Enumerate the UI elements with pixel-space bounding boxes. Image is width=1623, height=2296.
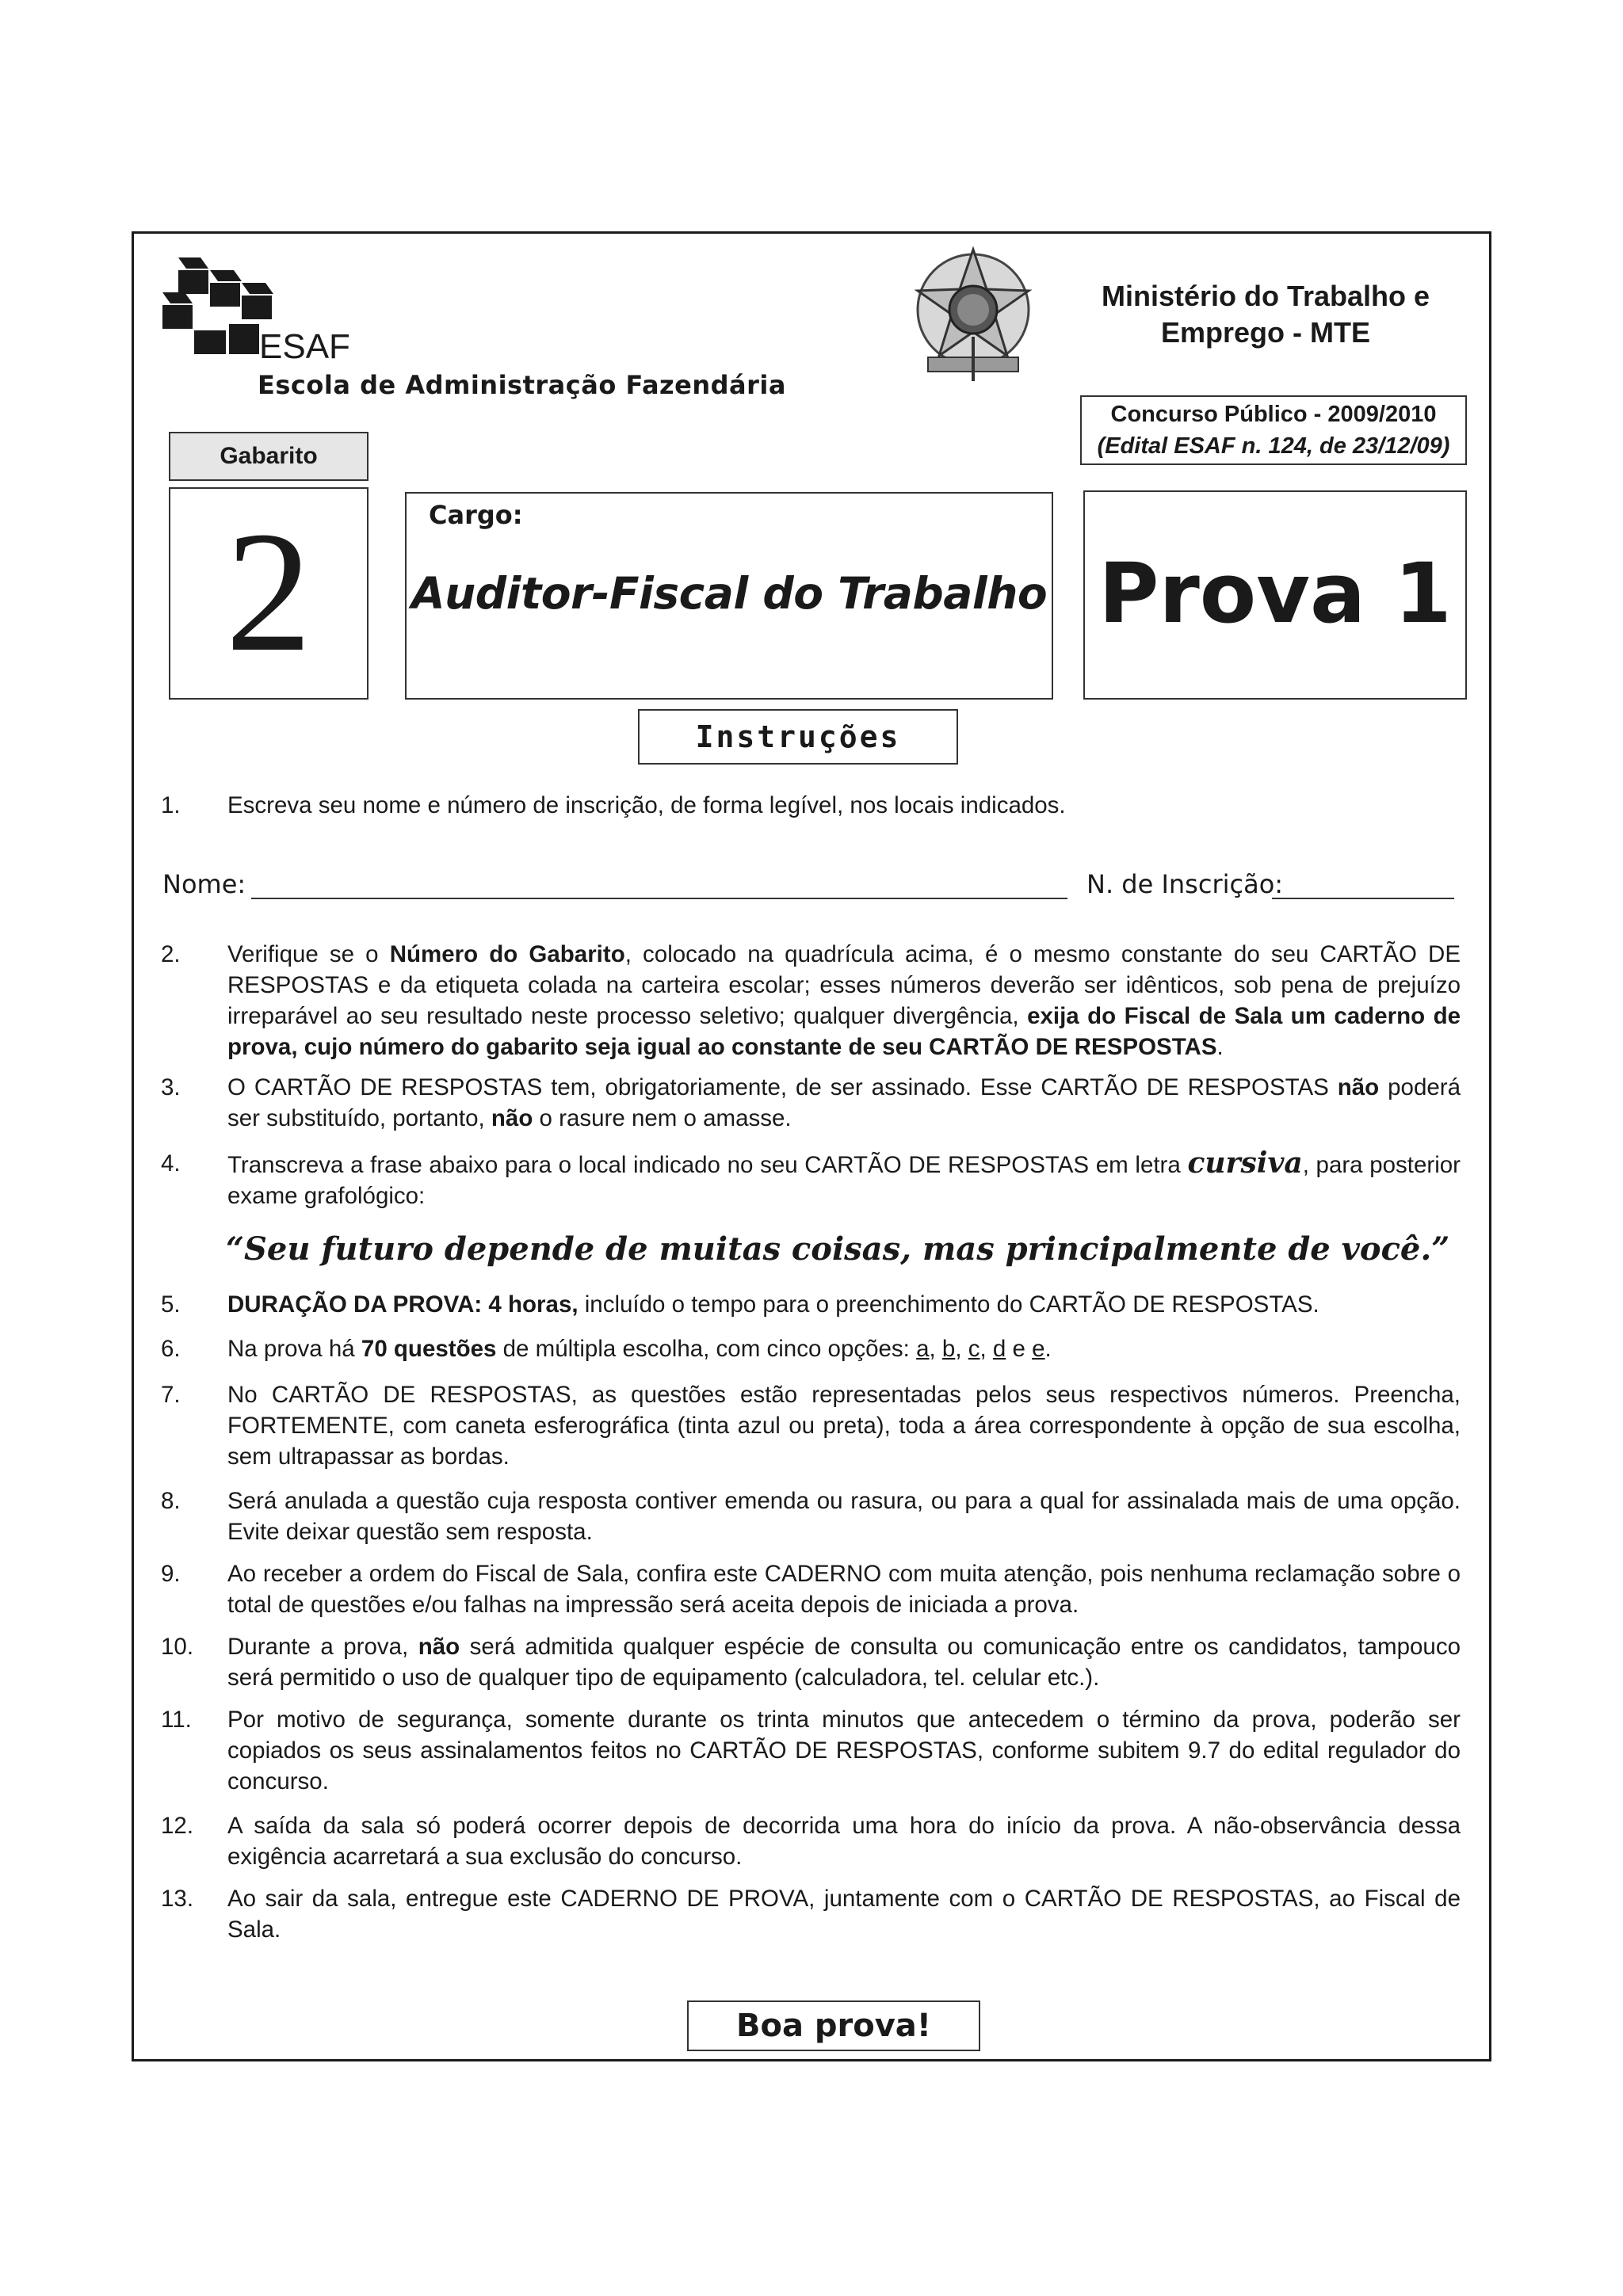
instruction-item-3 <box>161 1072 1461 1134</box>
national-seal-icon <box>899 242 1047 384</box>
good-luck-box: Boa prova! <box>687 2000 980 2051</box>
instruction-item-7 <box>161 1379 1461 1472</box>
item-number: 1. <box>161 792 181 818</box>
instruction-item-4 <box>161 1148 1461 1211</box>
inscricao-input-line[interactable] <box>1272 898 1454 899</box>
item-text: Escreva seu nome e número de inscrição, de forma legível, nos locais indicados. <box>227 792 1066 818</box>
org-full-name: Escola de Administração Fazendária <box>258 370 786 400</box>
instruction-item-5 <box>161 1289 1461 1320</box>
ministry-name <box>1060 278 1472 351</box>
item-text: A saída da sala só poderá ocorrer depois de decorrida uma hora do início da prova. A não-observância dessa exigência acarretará a sua exclusão do concurso. <box>227 1813 1461 1870</box>
instruction-item-10 <box>161 1631 1461 1693</box>
concurso-line-2: (Edital ESAF n. 124, de 23/12/09) <box>1097 433 1450 459</box>
item-text: Verifique se o Número do Gabarito, colocado na quadrícula acima, é o mesmo constante do seu CARTÃO DE RESPOSTAS e da etiqueta colada na carteira escolar; esses números deverão ser idênticos, sob pena de prejuízo irreparável ao seu resultado neste processo seletivo; qualquer divergência, exija do Fiscal de Sala um caderno de prova, cujo número do gabarito seja igual ao constante de seu CARTÃO DE RESPOSTAS. <box>227 941 1461 1060</box>
item-number: 2. <box>161 941 181 967</box>
item-number: 9. <box>161 1561 181 1587</box>
instruction-item-9 <box>161 1558 1461 1620</box>
concurso-box <box>1080 395 1467 465</box>
instruction-item-1 <box>161 790 1461 821</box>
candidate-fields <box>162 869 1462 909</box>
item-text: Será anulada a questão cuja resposta contiver emenda ou rasura, ou para a qual for assinalada mais de uma opção. Evite deixar questão sem resposta. <box>227 1488 1461 1545</box>
item-text: Por motivo de segurança, somente durante os trinta minutos que antecedem o término da prova, poderão ser copiados os seus assinalamentos feitos no CARTÃO DE RESPOSTAS, conforme subitem 9.7 do edital regulador do concurso. <box>227 1707 1461 1794</box>
ministry-line-2: Emprego - MTE <box>1160 316 1370 349</box>
item-number: 4. <box>161 1150 181 1177</box>
item-text: Transcreva a frase abaixo para o local indicado no seu CARTÃO DE RESPOSTAS em letra cursiva, para posterior exame grafológico: <box>227 1146 1461 1209</box>
ministry-line-1: Ministério do Trabalho e <box>1101 280 1430 312</box>
item-number: 12. <box>161 1813 194 1839</box>
cargo-box <box>405 492 1053 700</box>
item-text: Na prova há 70 questões de múltipla escolha, com cinco opções: a, b, c, d e e. <box>227 1336 1052 1362</box>
instruction-item-11 <box>161 1704 1461 1797</box>
concurso-line-1: Concurso Público - 2009/2010 <box>1110 402 1437 427</box>
item-number: 13. <box>161 1886 194 1912</box>
instruction-item-2 <box>161 939 1461 1062</box>
exam-cover-frame <box>132 231 1491 2061</box>
instruction-item-13 <box>161 1883 1461 1945</box>
item-number: 3. <box>161 1074 181 1100</box>
item-number: 10. <box>161 1634 194 1660</box>
item-number: 7. <box>161 1382 181 1408</box>
item-text: Ao sair da sala, entregue este CADERNO DE PROVA, juntamente com o CARTÃO DE RESPOSTAS, ao Fiscal de Sala. <box>227 1886 1461 1943</box>
gabarito-number: 2 <box>169 487 369 700</box>
item-text: No CARTÃO DE RESPOSTAS, as questões estão representadas pelos seus respectivos números. Preencha, FORTEMENTE, com caneta esferográfica (tinta azul ou preta), toda a área correspondente à opção de sua escolha, sem ultrapassar as bordas. <box>227 1382 1461 1470</box>
inscricao-label: N. de Inscrição: <box>1086 869 1284 899</box>
instruction-item-12 <box>161 1810 1461 1872</box>
item-text: O CARTÃO DE RESPOSTAS tem, obrigatoriamente, de ser assinado. Esse CARTÃO DE RESPOSTAS não poderá ser substituído, portanto, não o rasure nem o amasse. <box>227 1074 1461 1131</box>
prova-number: Prova 1 <box>1083 490 1467 700</box>
instruction-item-6 <box>161 1333 1461 1364</box>
cargo-label: Cargo: <box>429 500 523 530</box>
item-number: 11. <box>161 1707 192 1733</box>
item-text: Durante a prova, não será admitida qualquer espécie de consulta ou comunicação entre os candidatos, tampouco será permitido o uso de qualquer tipo de equipamento (calculadora, tel. celular etc.). <box>227 1634 1461 1691</box>
item-text: DURAÇÃO DA PROVA: 4 horas, incluído o tempo para o preenchimento do CARTÃO DE RESPOSTAS. <box>227 1291 1319 1318</box>
item-number: 6. <box>161 1336 181 1362</box>
item-number: 8. <box>161 1488 181 1514</box>
gabarito-label: Gabarito <box>169 432 369 481</box>
cursiva-word: cursiva <box>1187 1146 1303 1180</box>
instructions-title: Instruções <box>638 709 958 765</box>
nome-label: Nome: <box>162 869 246 899</box>
instruction-item-8 <box>161 1486 1461 1547</box>
item-text: Ao receber a ordem do Fiscal de Sala, confira este CADERNO com muita atenção, pois nenhuma reclamação sobre o total de questões e/ou falhas na impressão será aceita depois de iniciada a prova. <box>227 1561 1461 1618</box>
org-short-name: ESAF <box>259 327 350 366</box>
nome-input-line[interactable] <box>251 898 1067 899</box>
cargo-value: Auditor-Fiscal do Trabalho <box>411 568 1048 619</box>
handwriting-phrase: “Seu futuro depende de muitas coisas, mas principalmente de você.” <box>226 1230 1450 1268</box>
item-number: 5. <box>161 1291 181 1318</box>
